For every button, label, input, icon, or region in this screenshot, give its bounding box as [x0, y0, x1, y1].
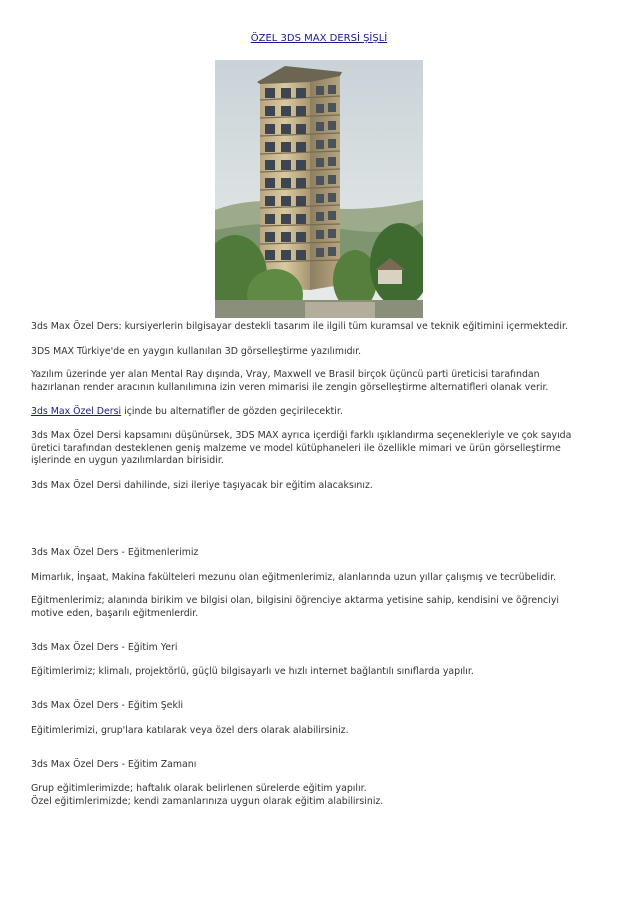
intro-paragraph-6: 3ds Max Özel Dersi dahilinde, sizi ileriye taşıyacak bir eğitim alacaksınız. [31, 480, 373, 491]
page-title[interactable]: ÖZEL 3DS MAX DERSİ ŞİŞLİ [250, 33, 388, 44]
intro-paragraph-3 [31, 369, 611, 394]
section-heading-location: 3ds Max Özel Ders - Eğitim Yeri [31, 642, 178, 653]
building-render-image [215, 60, 423, 318]
intro-paragraph-1: 3ds Max Özel Ders: kursiyerlerin bilgisayar destekli tasarım ile ilgili tüm kuramsal ve teknik eğitimini içermektedir. [31, 321, 568, 332]
intro-paragraph-5-line-3: işlerinde en uygun yazılımlardan birisidir. [31, 455, 224, 466]
intro-paragraph-3-line-1: Yazılım üzerinde yer alan Mental Ray dışında, Vray, Maxwell ve Brasil birçok üçüncü parti üreticisi tarafından [31, 369, 540, 380]
intro-paragraph-5 [31, 430, 611, 468]
intro-paragraph-4-text: içinde bu alternatifler de gözden geçirilecektir. [121, 406, 343, 417]
instructors-paragraph-2-line-1: Eğitmenlerimiz; alanında birikim ve bilgisi olan, bilgisini öğrenciye aktarma yetisine sahip, kendisini ve öğrenciyi [31, 595, 559, 606]
instructors-paragraph-1: Mimarlık, İnşaat, Makina fakülteleri mezunu olan eğitmenlerimiz, alanlarında uzun yıllar çalışmış ve tecrübelidir. [31, 572, 557, 583]
intro-paragraph-5-line-2: üretici tarafından desteklenen geniş malzeme ve model kütüphaneleri ile özellikle mimari ve ürün görselleştirme [31, 442, 561, 454]
section-heading-instructors: 3ds Max Özel Ders - Eğitmenlerimiz [31, 547, 199, 558]
intro-paragraph-2: 3DS MAX Türkiye'de en yaygın kullanılan 3D görselleştirme yazılımıdır. [31, 346, 362, 357]
intro-paragraph-4 [31, 406, 611, 419]
section-heading-time: 3ds Max Özel Ders - Eğitim Zamanı [31, 759, 197, 770]
time-paragraph [31, 783, 611, 808]
time-paragraph-line-1: Grup eğitimlerimizde; haftalık olarak belirlenen sürelerde eğitim yapılır. [31, 783, 367, 794]
instructors-paragraph-2-line-2: motive eden, başarılı eğitmenlerdir. [31, 607, 199, 619]
intro-paragraph-5-line-1: 3ds Max Özel Dersi kapsamını düşünürsek, 3DS MAX ayrıca içerdiği farklı ışıklandırma seçenekleriyle ve çok sayıda [31, 430, 572, 441]
location-paragraph-1: Eğitimlerimiz; klimalı, projektörlü, güçlü bilgisayarlı ve hızlı internet bağlantılı sınıflarda yapılır. [31, 666, 474, 677]
time-paragraph-line-2: Özel eğitimlerimizde; kendi zamanlarınıza uygun olarak eğitim alabilirsiniz. [31, 795, 384, 807]
format-paragraph-1: Eğitimlerimizi, grup'lara katılarak veya özel ders olarak alabilirsiniz. [31, 725, 349, 736]
course-link[interactable]: 3ds Max Özel Dersi [31, 406, 122, 417]
intro-paragraph-3-line-2: hazırlanan render aracının kullanılımına izin veren mimarisi ile zengin görselleştirme alternatifleri olanak verir. [31, 381, 549, 393]
section-heading-format: 3ds Max Özel Ders - Eğitim Şekli [31, 700, 184, 711]
instructors-paragraph-2 [31, 595, 611, 620]
